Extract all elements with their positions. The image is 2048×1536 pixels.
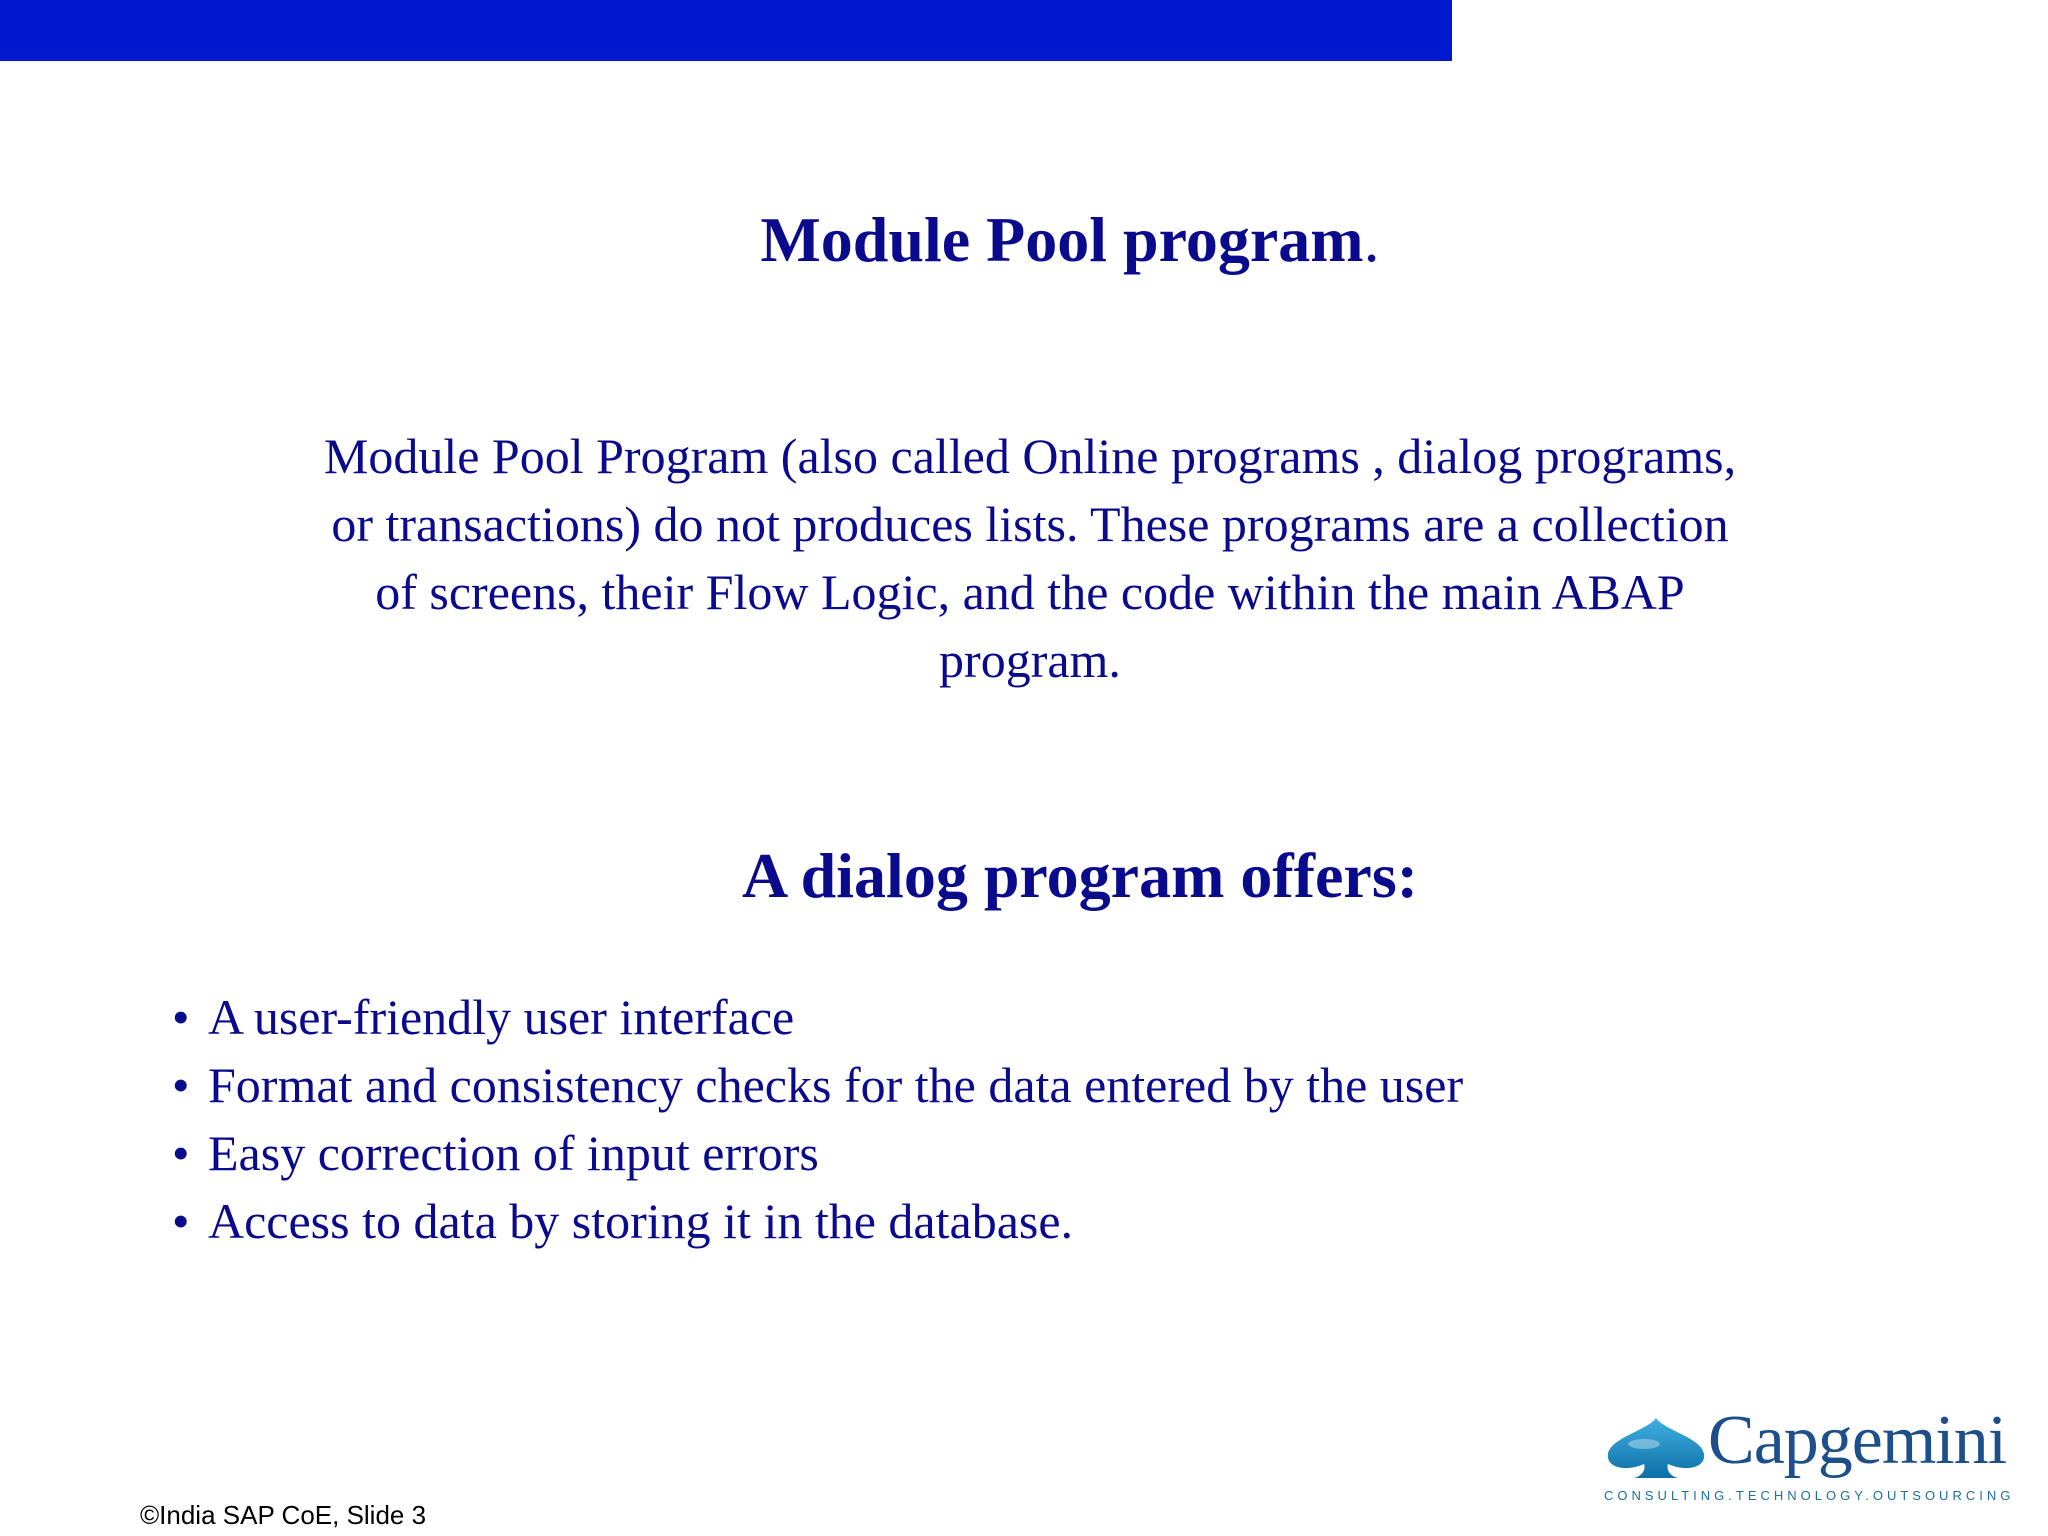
- section-heading: A dialog program offers:: [741, 840, 1419, 911]
- bullet-text: Format and consistency checks for the data entered by the user: [208, 1057, 1464, 1113]
- bullet-item: [172, 1187, 1463, 1255]
- intro-line: Module Pool Program (also called Online programs , dialog programs,: [323, 428, 1737, 484]
- bullet-marker: •: [172, 1125, 190, 1181]
- top-accent-bar: [0, 0, 1452, 61]
- bullet-marker: •: [172, 1057, 190, 1113]
- logo-tagline: CONSULTING.TECHNOLOGY.OUTSOURCING: [1604, 1488, 2015, 1503]
- slide-footer: ©India SAP CoE, Slide 3: [140, 1500, 427, 1530]
- intro-line: or transactions) do not produces lists. These programs are a collection: [331, 496, 1729, 552]
- bullet-text: A user-friendly user interface: [208, 989, 795, 1045]
- intro-paragraph: [230, 422, 1830, 694]
- bullet-item: [172, 1119, 1463, 1187]
- bullet-list: [172, 983, 1463, 1255]
- bullet-item: [172, 1051, 1463, 1119]
- bullet-item: [172, 983, 1463, 1051]
- intro-line: program.: [939, 632, 1121, 688]
- spade-icon: [1604, 1416, 1708, 1480]
- bullet-text: Easy correction of input errors: [208, 1125, 819, 1181]
- logo-wordmark: Capgemini: [1708, 1402, 2007, 1479]
- capgemini-logo: [1604, 1402, 2015, 1504]
- bullet-marker: •: [172, 989, 190, 1045]
- bullet-text: Access to data by storing it in the database.: [208, 1193, 1074, 1249]
- bullet-marker: •: [172, 1193, 190, 1249]
- slide-title-period: .: [1363, 204, 1380, 275]
- intro-line: of screens, their Flow Logic, and the code within the main ABAP: [375, 564, 1685, 620]
- slide-title: [640, 202, 1500, 279]
- slide-title-text: Module Pool program: [760, 204, 1364, 275]
